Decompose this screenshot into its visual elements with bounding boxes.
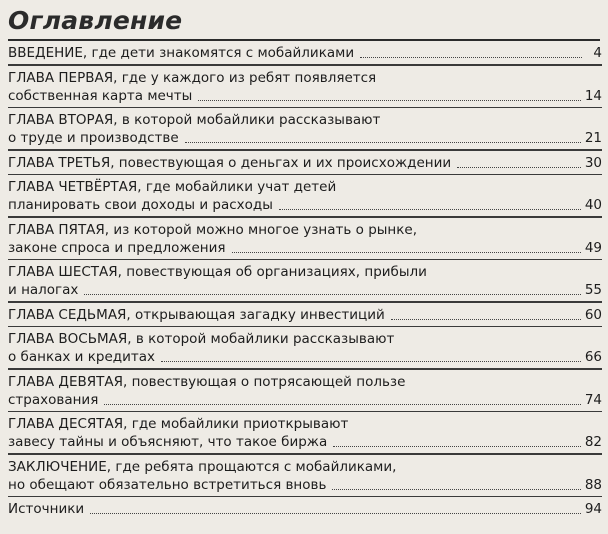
toc-entry-text: ГЛАВА ТРЕТЬЯ, повествующая о деньгах и их происхождении bbox=[8, 154, 452, 171]
toc-entry-last-line bbox=[8, 239, 602, 257]
toc-page-number: 66 bbox=[584, 349, 602, 365]
toc-entry[interactable] bbox=[8, 500, 602, 518]
toc-entry-text: ГЛАВА ПЯТАЯ, из которой можно многое узнать о рынке, bbox=[8, 221, 417, 238]
toc-entry-text: и налогах bbox=[8, 282, 79, 298]
entry-divider bbox=[8, 259, 602, 261]
toc-entry[interactable] bbox=[8, 111, 602, 147]
toc-entry-text: ГЛАВА ВОСЬМАЯ, в которой мобайлики рассказывают bbox=[8, 331, 395, 347]
leader-dots bbox=[232, 252, 581, 253]
toc-page-number: 74 bbox=[584, 391, 602, 408]
entry-divider bbox=[8, 301, 602, 303]
entry-divider bbox=[8, 107, 602, 109]
toc-entry-last-line bbox=[8, 476, 602, 494]
entry-divider bbox=[8, 368, 602, 370]
toc-page-number: 14 bbox=[584, 87, 602, 104]
toc-entry-text: ГЛАВА ЧЕТВЁРТАЯ, где мобайлики учат детей bbox=[8, 179, 337, 195]
toc-entry[interactable] bbox=[8, 330, 602, 366]
toc-entry[interactable] bbox=[8, 415, 602, 451]
entry-divider bbox=[8, 496, 602, 498]
toc-page-number: 94 bbox=[584, 501, 602, 517]
toc-entry-last-line bbox=[8, 44, 602, 62]
toc-page-number: 4 bbox=[593, 45, 602, 61]
toc-entry-last-line bbox=[8, 196, 602, 214]
leader-dots bbox=[90, 513, 581, 514]
entry-divider bbox=[8, 149, 602, 151]
toc-entry[interactable] bbox=[8, 221, 602, 257]
toc-entry-last-line bbox=[8, 433, 602, 451]
toc-entry-text: ГЛАВА ШЕСТАЯ, повествующая об организациях, прибыли bbox=[8, 264, 427, 280]
entry-divider bbox=[8, 326, 602, 328]
leader-dots bbox=[84, 294, 580, 295]
toc-entry-last-line bbox=[8, 348, 602, 366]
toc-page-number: 21 bbox=[584, 130, 602, 146]
toc-entry[interactable] bbox=[8, 458, 602, 494]
leader-dots bbox=[161, 361, 581, 362]
entry-divider bbox=[8, 174, 602, 176]
leader-dots bbox=[279, 209, 581, 210]
toc-entry-text: ЗАКЛЮЧЕНИЕ, где ребята прощаются с мобайликами, bbox=[8, 458, 397, 475]
toc-entry-text: ВВЕДЕНИЕ, где дети знакомятся с мобайликами bbox=[8, 45, 355, 61]
toc-entry-last-line bbox=[8, 306, 602, 324]
entry-divider bbox=[8, 453, 602, 455]
leader-dots bbox=[457, 167, 581, 168]
toc-page-number: 82 bbox=[584, 434, 602, 450]
toc-entry-text: ГЛАВА ПЕРВАЯ, где у каждого из ребят появляется bbox=[8, 69, 377, 86]
toc-page-number: 60 bbox=[584, 306, 602, 323]
entry-divider bbox=[8, 216, 602, 218]
toc-entry-text: планировать свои доходы и расходы bbox=[8, 197, 273, 213]
toc-entry-text: ГЛАВА ВТОРАЯ, в которой мобайлики рассказывают bbox=[8, 112, 381, 128]
toc-entry-text: собственная карта мечты bbox=[8, 87, 193, 104]
toc-entry-text: ГЛАВА СЕДЬМАЯ, открывающая загадку инвестиций bbox=[8, 306, 385, 323]
toc-entry[interactable] bbox=[8, 306, 602, 324]
leader-dots bbox=[333, 446, 581, 447]
toc-page-number: 49 bbox=[584, 239, 602, 256]
leader-dots bbox=[391, 319, 581, 320]
toc-entry-last-line bbox=[8, 154, 602, 172]
toc-entry-text: ГЛАВА ДЕВЯТАЯ, повествующая о потрясающей пользе bbox=[8, 373, 406, 390]
toc-page-number: 30 bbox=[584, 154, 602, 171]
leader-dots bbox=[185, 142, 581, 143]
toc-entry-last-line bbox=[8, 87, 602, 105]
leader-dots bbox=[104, 404, 580, 405]
toc-entry-text: ГЛАВА ДЕСЯТАЯ, где мобайлики приоткрывают bbox=[8, 416, 349, 432]
toc-entry-text: но обещают обязательно встретиться вновь bbox=[8, 476, 327, 493]
toc-entry-last-line bbox=[8, 391, 602, 409]
toc-entry-last-line bbox=[8, 500, 602, 518]
toc-list bbox=[8, 44, 602, 518]
leader-dots bbox=[198, 100, 581, 101]
toc-page-number: 40 bbox=[584, 197, 602, 213]
toc-entry[interactable] bbox=[8, 373, 602, 409]
toc-entry[interactable] bbox=[8, 263, 602, 299]
toc-entry-text: страхования bbox=[8, 391, 99, 408]
toc-entry[interactable] bbox=[8, 69, 602, 105]
entry-divider bbox=[8, 64, 602, 66]
toc-entry-last-line bbox=[8, 281, 602, 299]
entry-divider bbox=[8, 411, 602, 413]
title-rule bbox=[8, 39, 600, 41]
toc-entry-text: о банках и кредитах bbox=[8, 349, 156, 365]
toc-entry-text: законе спроса и предложения bbox=[8, 239, 226, 256]
toc-entry[interactable] bbox=[8, 178, 602, 214]
toc-entry[interactable] bbox=[8, 154, 602, 172]
leader-dots bbox=[360, 57, 582, 58]
toc-page-number: 88 bbox=[584, 476, 602, 493]
toc-entry-text: Источники bbox=[8, 501, 85, 517]
toc-entry-text: завесу тайны и объясняют, что такое биржа bbox=[8, 434, 328, 450]
toc-entry-last-line bbox=[8, 129, 602, 147]
toc-page-number: 55 bbox=[584, 282, 602, 298]
toc-entry-text: о труде и производстве bbox=[8, 130, 179, 146]
leader-dots bbox=[332, 489, 580, 490]
page-title: Оглавление bbox=[8, 6, 183, 35]
toc-entry[interactable] bbox=[8, 44, 602, 62]
